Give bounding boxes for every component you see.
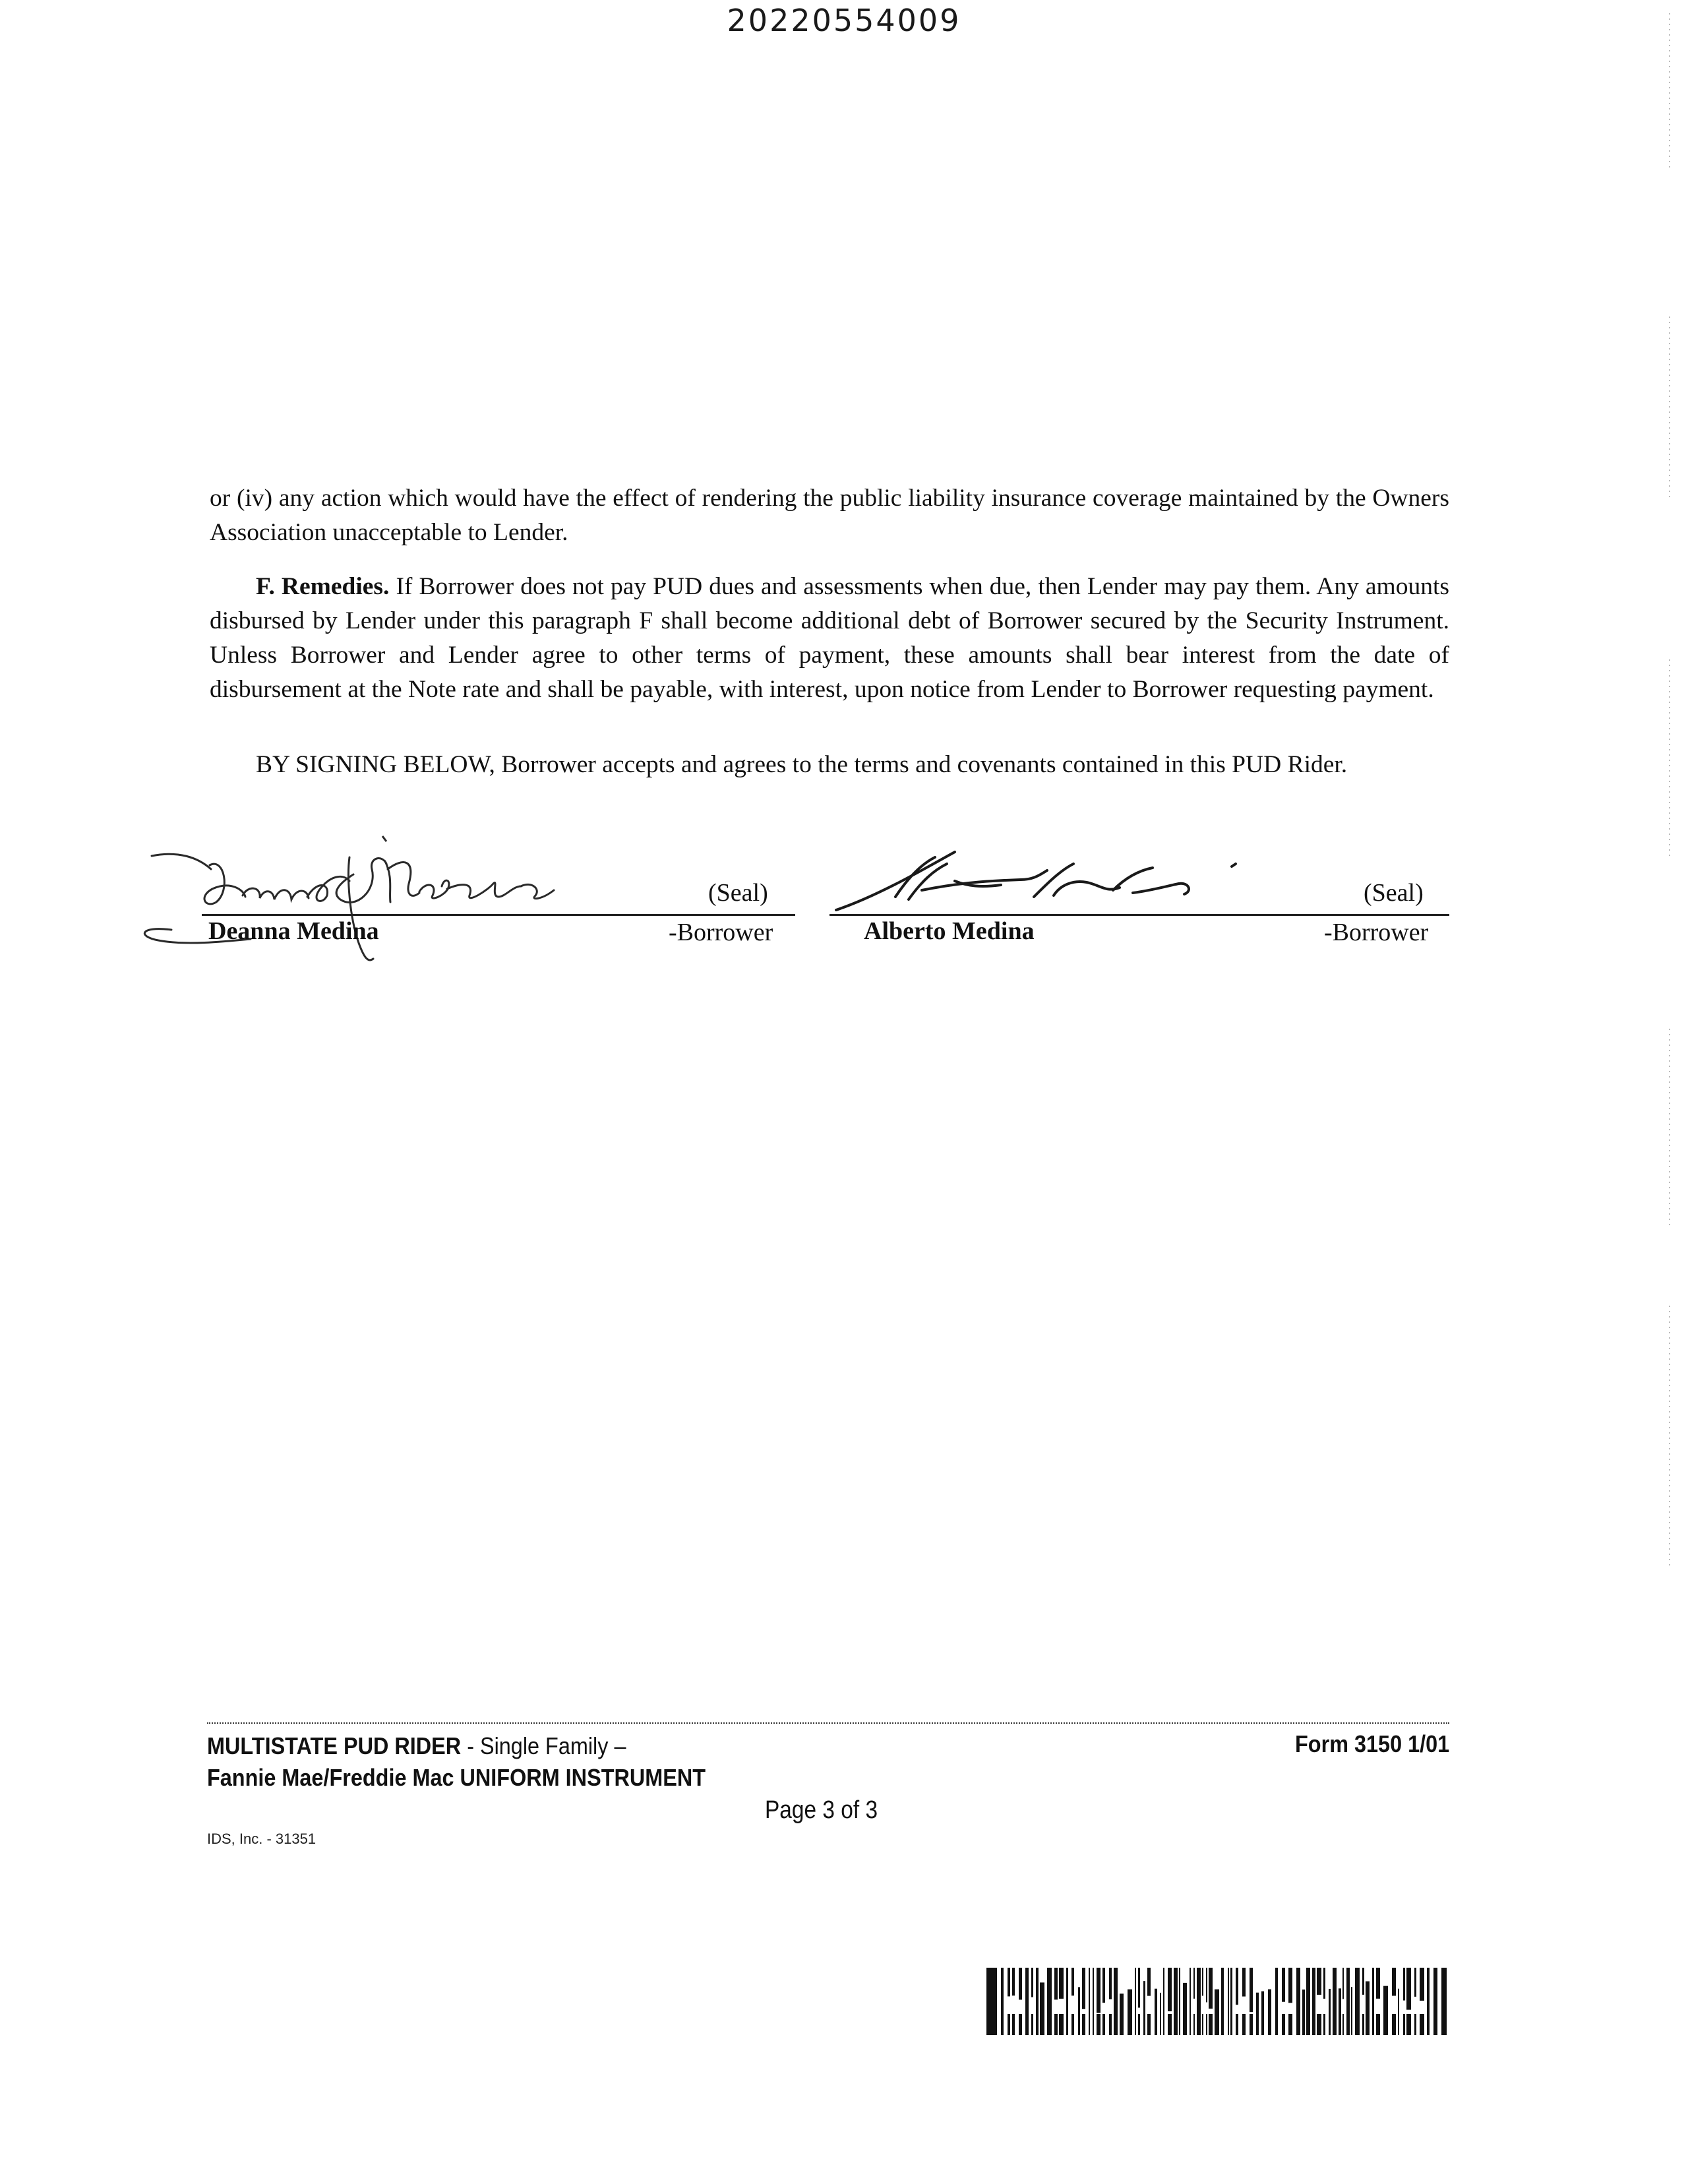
seal-label-right: (Seal) (1364, 879, 1424, 907)
footer-form-number: Form 3150 1/01 (1294, 1730, 1449, 1757)
remedies-paragraph (210, 570, 1449, 707)
paragraph-continuation: or (iv) any action which would have the effect of rendering the public liability insurance coverage maintained by the Owners Association unacceptable to Lender. (210, 485, 1449, 546)
acceptance-text: BY SIGNING BELOW, Borrower accepts and agrees to the terms and covenants contained in this PUD Rider. (256, 751, 1348, 778)
page-number: Page 3 of 3 (765, 1796, 878, 1824)
signature-line-left (202, 914, 795, 916)
scan-edge-marks (1667, 0, 1672, 1583)
footer-form-title (207, 1730, 706, 1794)
signature-alberto-medina (823, 844, 1245, 923)
footer-title-rest: - Single Family – (461, 1732, 626, 1759)
signature-deanna-medina (132, 818, 633, 976)
seal-label-left: (Seal) (708, 879, 768, 907)
recording-number: 20220554009 (727, 3, 961, 38)
borrower-role-left: -Borrower (669, 919, 773, 946)
borrower-name-left: Deanna Medina (208, 917, 379, 945)
remedies-heading: F. Remedies. (256, 573, 390, 600)
signature-line-right (829, 914, 1449, 916)
acceptance-paragraph (210, 748, 1449, 782)
borrower-name-right: Alberto Medina (864, 917, 1035, 945)
remedies-text: If Borrower does not pay PUD dues and assessments when due, then Lender may pay them. Any amounts disbursed by Lender under this paragraph F shall become additional debt of Borrower secured by the Security Instrument. Unless Borrower and Lender agree to other terms of payment, these amounts shall bear interest from the date of disbursement at the Note rate and shall be payable, with interest, upon notice from Lender to Borrower requesting payment. (210, 573, 1449, 703)
barcode-image (986, 1968, 1447, 2035)
footer-title-bold: MULTISTATE PUD RIDER (207, 1732, 462, 1759)
footer-instrument-line: Fannie Mae/Freddie Mac UNIFORM INSTRUMENT (207, 1764, 706, 1791)
footer-divider (207, 1722, 1449, 1724)
vendor-code: IDS, Inc. - 31351 (207, 1831, 316, 1847)
borrower-role-right: -Borrower (1324, 919, 1429, 946)
